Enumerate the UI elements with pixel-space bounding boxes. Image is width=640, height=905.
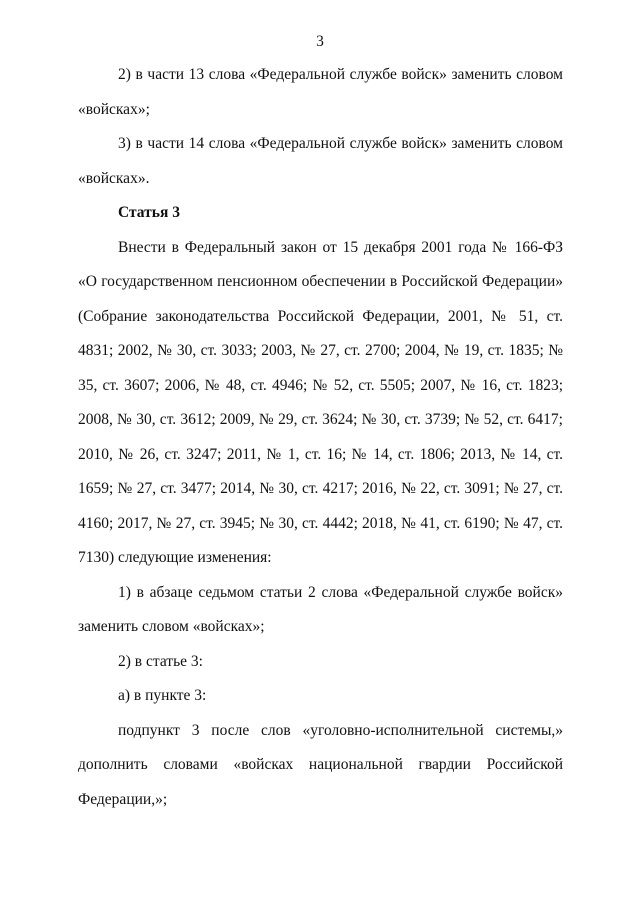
paragraph-article-3-intro: Внести в Федеральный закон от 15 декабря 2001 года № 166-ФЗ «О государственном пенсионном обеспечении в Российской Федерации» (Собрание законодательства Российской Федерации, 2001, № 51, ст. 4831; 2002, № 30, ст. 3033; 2003, № 27, ст. 2700; 2004, № 19, ст. 1835; № 35, ст. 3607; 2006, № 48, ст. 4946; № 52, ст. 5505; 2007, № 16, ст. 1823; 2008, № 30, ст. 3612; 2009, № 29, ст. 3624; № 30, ст. 3739; № 52, ст. 6417; 2010, № 26, ст. 3247; 2011, № 1, ст. 16; № 14, ст. 1806; 2013, № 14, ст. 1659; № 27, ст. 3477; 2014, № 30, ст. 4217; 2016, № 22, ст. 3091; № 27, ст. 4160; 2017, № 27, ст. 3945; № 30, ст. 4442; 2018, № 41, ст. 6190; № 47, ст. 7130) следующие изменения: bbox=[78, 238, 563, 566]
paragraph-part-13: 2) в части 13 слова «Федеральной службе войск» заменить словом «войсках»; bbox=[78, 66, 563, 118]
paragraph-item-1: 1) в абзаце седьмом статьи 2 слова «Федеральной службе войск» заменить словом «войсках»; bbox=[78, 583, 563, 635]
article-heading: Статья 3 bbox=[118, 204, 180, 221]
document-body bbox=[78, 58, 563, 817]
paragraph-subpoint-3: подпункт 3 после слов «уголовно-исполнительной системы,» дополнить словами «войсках национальной гвардии Российской Федерации,»; bbox=[78, 721, 563, 808]
paragraph-subitem-a: а) в пункте 3: bbox=[118, 687, 207, 704]
paragraph-part-14: 3) в части 14 слова «Федеральной службе войск» заменить словом «войсках». bbox=[78, 135, 563, 187]
paragraph-item-2: 2) в статье 3: bbox=[118, 652, 203, 670]
page-number: 3 bbox=[316, 33, 324, 50]
